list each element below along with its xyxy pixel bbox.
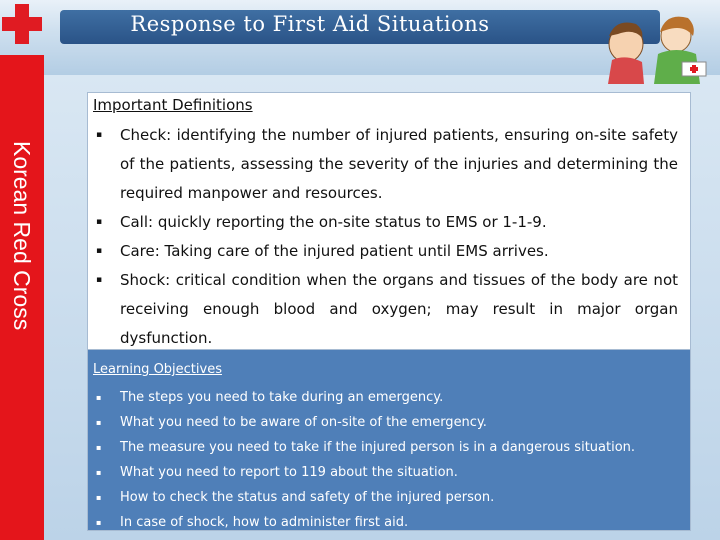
list-item: ▪ Shock: critical condition when the organs and tissues of the body are not receiving enough blood and oxygen; may result in major organ dysfunction.: [88, 266, 678, 353]
bullet-icon: ▪: [96, 393, 102, 402]
objectives-heading: Learning Objectives: [93, 362, 222, 377]
bullet-icon: ▪: [96, 443, 102, 452]
list-item: ▪ The steps you need to take during an emergency.: [88, 385, 680, 410]
bullet-icon: ▪: [96, 246, 103, 256]
list-item: ▪ Check: identifying the number of injured patients, ensuring on-site safety of the patients, assessing the severity of the injuries and determining the required manpower and resources.: [88, 121, 678, 208]
bullet-icon: ▪: [96, 275, 103, 285]
list-item: ▪ What you need to report to 119 about the situation.: [88, 460, 680, 485]
list-item: ▪ What you need to be aware of on-site of the emergency.: [88, 410, 680, 435]
red-cross-icon: [2, 4, 42, 44]
objectives-box: [88, 350, 690, 530]
sidebar: [0, 55, 44, 540]
definitions-heading: Important Definitions: [93, 96, 253, 114]
definitions-box: [88, 93, 690, 349]
list-item: ▪ The measure you need to take if the injured person is in a dangerous situation.: [88, 435, 680, 460]
list-item: ▪ Care: Taking care of the injured patient until EMS arrives.: [88, 237, 678, 266]
bullet-icon: ▪: [96, 518, 102, 527]
definitions-list: [88, 121, 678, 353]
sidebar-label: Korean Red Cross: [9, 141, 35, 331]
bullet-icon: ▪: [96, 493, 102, 502]
bullet-icon: ▪: [96, 217, 103, 227]
objectives-list: [88, 385, 680, 535]
first-aid-illustration-icon: [596, 6, 714, 84]
bullet-icon: ▪: [96, 130, 103, 140]
list-item: ▪ Call: quickly reporting the on-site status to EMS or 1-1-9.: [88, 208, 678, 237]
list-item: ▪ In case of shock, how to administer first aid.: [88, 510, 680, 535]
bullet-icon: ▪: [96, 468, 102, 477]
page-title: Response to First Aid Situations: [130, 12, 490, 36]
list-item: ▪ How to check the status and safety of the injured person.: [88, 485, 680, 510]
bullet-icon: ▪: [96, 418, 102, 427]
